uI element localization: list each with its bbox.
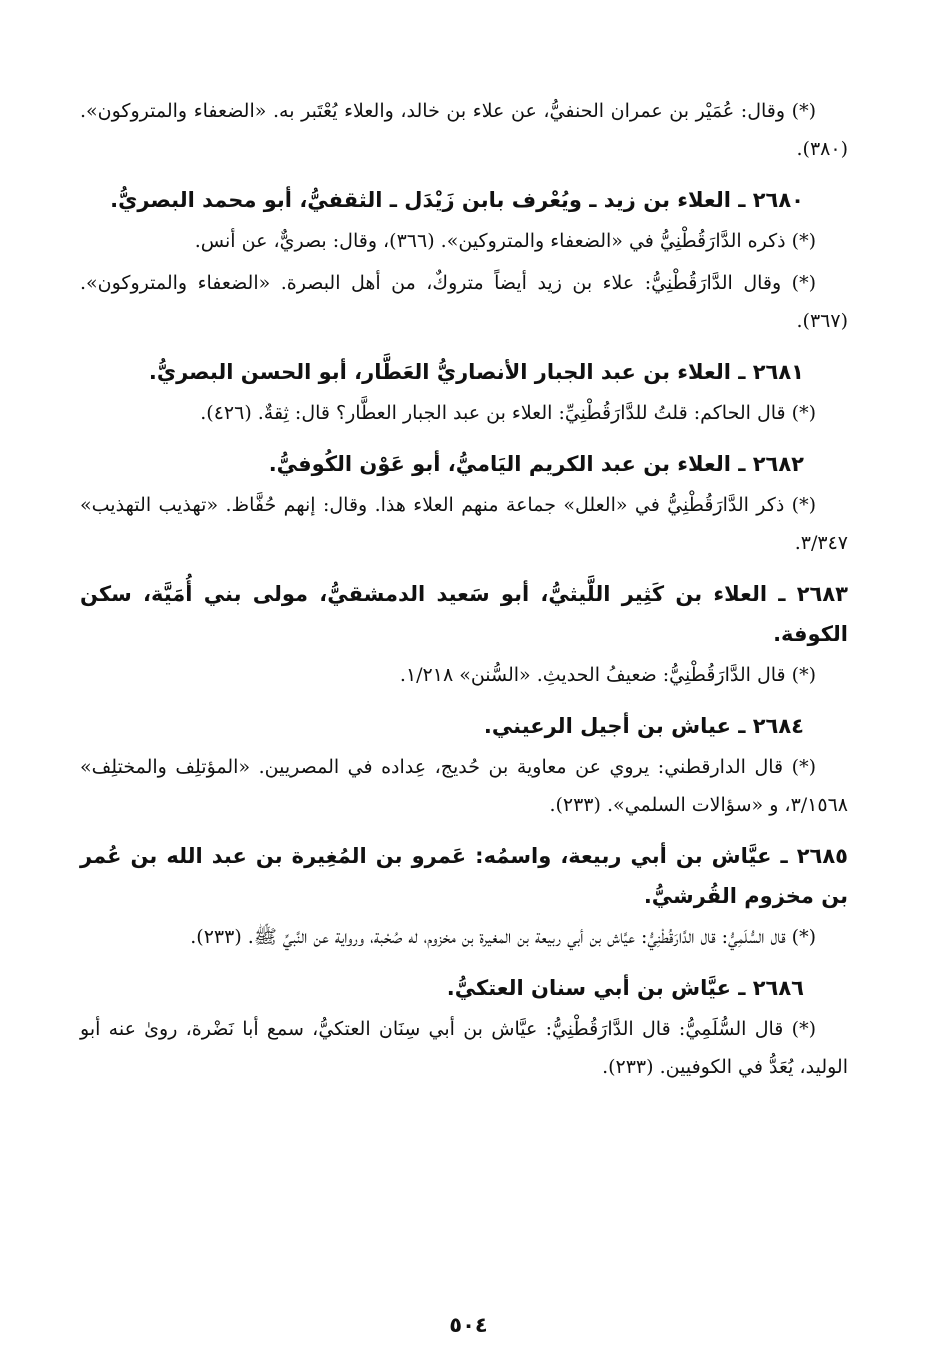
page-body — [80, 92, 848, 1090]
entry-2686-note: (*) قال السُّلَمِيُّ: قال الدَّارَقُطْنِيُّ: عيَّاش بن أبي سِنَان العتكيُّ، سمع أبا نَضْرة، روىٰ عنه أبو الوليد، يُعَدُّ في الكوفيين. (٢٣٣). — [80, 1018, 848, 1078]
entry-heading-2685: ٢٦٨٥ ـ عيَّاش بن أبي ربيعة، واسمُه: عَمرو بن المُغِيرة بن عبد الله بن عُمر بن مخزوم القُرشيُّ. — [80, 844, 848, 908]
entry-2680-note-2: (*) وقال الدَّارَقُطْنِيُّ: علاء بن زيد أيضاً متروكٌ، من أهل البصرة. «الضعفاء والمتروكون». (٣٦٧). — [80, 272, 848, 332]
entry-heading-2686: ٢٦٨٦ ـ عيَّاش بن أبي سنان العتكيُّ. — [446, 976, 804, 1000]
entry-heading-2683: ٢٦٨٣ ـ العلاء بن كَثِير اللَّيثيُّ، أبو سَعيد الدمشقيُّ، مولى بني أُمَيَّة، سكن الكوفة. — [80, 582, 848, 646]
entry-heading-2681: ٢٦٨١ ـ العلاء بن عبد الجبار الأنصاريُّ العَطَّار، أبو الحسن البصريُّ. — [148, 360, 804, 384]
entry-2684-note: (*) قال الدارقطني: يروي عن معاوية بن حُديج، عِداده في المصريين. «المؤتلِف والمختلِف» ٣/١٥٦٨، و «سؤالات السلمي». (٢٣٣). — [80, 756, 848, 816]
entry-heading-2680: ٢٦٨٠ ـ العلاء بن زيد ـ ويُعْرف بابن زَيْدَل ـ الثقفيُّ، أبو محمد البصريُّ. — [110, 188, 804, 212]
entry-2681-note: (*) قال الحاكم: قلتُ للدَّارَقُطْنِيِّ: العلاء بن عبد الجبار العطَّار؟ قال: ثِقةٌ. (٤٢٦). — [200, 402, 816, 424]
page-number: ٥٠٤ — [449, 1313, 488, 1337]
entry-2680-note-1: (*) ذكره الدَّارَقُطْنِيُّ في «الضعفاء والمتروكين». (٣٦٦)، وقال: بصريٌّ، عن أنس. — [194, 230, 816, 252]
paragraph-continuation: (*) وقال: عُمَيْر بن عمران الحنفيُّ، عن علاء بن خالد، والعلاء يُعْتَبر به. «الضعفاء والمتروكون». (٣٨٠). — [80, 100, 848, 160]
entry-2682-note: (*) ذكر الدَّارَقُطْنِيُّ في «العلل» جماعة منهم العلاء هذا. وقال: إنهم حُفَّاظ. «تهذيب التهذيب» ٣/٣٤٧. — [80, 494, 848, 554]
entry-2685-note: (*) قال السُّلَمِيُّ: قال الدَّارَقُطْنِيُّ: عيَّاش بن أبي ربيعة بن المغيرة بن مخزوم، له صُحْبة، ورواية عن النَّبيِّ ﷺ. (٢٣٣). — [190, 926, 816, 948]
entry-heading-2682: ٢٦٨٢ ـ العلاء بن عبد الكريم اليَاميُّ، أبو عَوْن الكُوفيُّ. — [268, 452, 804, 476]
entry-heading-2684: ٢٦٨٤ ـ عياش بن أجيل الرعيني. — [483, 714, 804, 738]
entry-2683-note: (*) قال الدَّارَقُطْنِيُّ: ضعيفُ الحديثِ. «السُّنن» ١/٢١٨. — [399, 664, 816, 686]
